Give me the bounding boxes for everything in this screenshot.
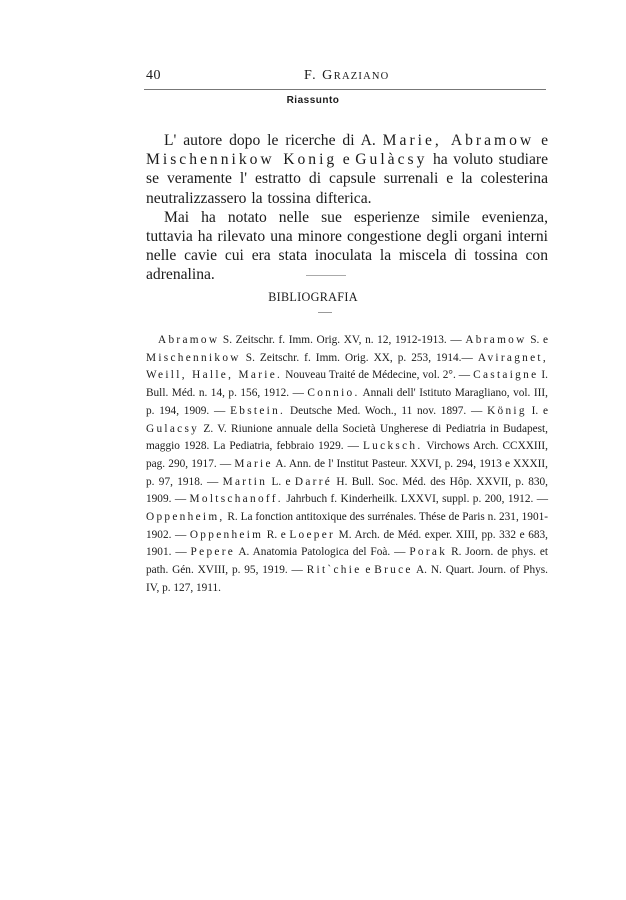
bibliography-paragraph	[146, 332, 548, 598]
summary-text: ha voluto studiare se veramente l' estratto di capsule surrenali e la colesterina neutralizzassero la tossina difterica.	[146, 151, 548, 207]
reference-text: A. Ann. de l' Institut Pasteur. XXVI, p. 294, 1913 e XXXII, p. 97, 1918. —	[146, 457, 548, 488]
reference-author: Porak	[409, 546, 448, 559]
author-name: Mischennikow Konig	[146, 151, 338, 169]
running-header	[304, 68, 389, 84]
reference-text: M. Arch. de Méd. exper. XIII, pp. 332 e 683, 1901. —	[146, 528, 548, 559]
header-rule	[144, 89, 546, 90]
reference-author: Abramow	[158, 334, 220, 346]
reference-author: Ebstein.	[230, 404, 286, 417]
reference-text: R. La fonction antitoxique des surrénales. Thése de Paris n. 231, 1901-1902. —	[146, 511, 548, 541]
reference-author: Loeper	[289, 528, 336, 541]
author-name: Gulàcsy	[355, 151, 428, 169]
reference-text: S. Zeitschr. f. Imm. Orig. XX, p. 253, 1914.—	[240, 351, 478, 364]
reference-author: Bruce	[374, 564, 413, 577]
reference-text: I. Bull. Méd. n. 14, p. 156, 1912. —	[146, 369, 549, 400]
reference-text: Z. V. Riunione annuale della Società Ungherese di Pediatria in Budapest, maggio 1928. La Pediatria, febbraio 1929. —	[146, 422, 548, 453]
reference-text: R. Joorn. de phys. et path. Gén. XVIII, p. 95, 1919. —	[146, 546, 548, 577]
reference-text: Jahrbuch f. Kinderheilk. LXXVI, suppl. p. 200, 1912. —	[282, 493, 548, 506]
reference-author: Marie	[234, 457, 273, 470]
reference-author: Martin	[222, 475, 268, 488]
summary-text: e	[534, 132, 549, 149]
reference-author: Abramow	[465, 334, 527, 346]
reference-author: Darré	[294, 475, 333, 488]
reference-text: S. Zeitschr. f. Imm. Orig. XV, n. 12, 1912-1913. —	[219, 334, 466, 346]
bibliography-title-rule	[318, 312, 332, 313]
reference-text: Nouveau Traité de Médecine, vol. 2°. —	[282, 369, 474, 382]
summary-paragraph-1	[146, 131, 548, 208]
reference-author: Connio.	[307, 387, 360, 400]
section-title: Riassunto	[286, 95, 340, 106]
bibliography	[146, 332, 548, 598]
summary	[146, 131, 548, 285]
reference-text: S. e	[526, 334, 549, 346]
reference-text: A. N. Quart. Journ. of Phys. IV, p. 127, 1911.	[146, 564, 548, 594]
reference-text: H. Bull. Soc. Méd. des Hôp. XXVII, p. 830, 1909. —	[146, 475, 548, 506]
page-number: 40	[146, 68, 161, 83]
summary-text: e	[337, 151, 356, 169]
reference-author: Moltschanoff.	[189, 493, 283, 506]
reference-author: Castaigne	[473, 369, 539, 382]
reference-text: A. Anatomia Patologica del Foà. —	[235, 546, 410, 559]
reference-author: Gulacsy	[146, 422, 200, 435]
reference-author: Rit`chie	[306, 564, 362, 577]
section-separator	[306, 275, 346, 276]
running-header-surname: RAZIANO	[333, 71, 390, 82]
summary-paragraph-2: Mai ha notato nelle sue esperienze simile evenienza, tuttavia ha rilevato una minore congestione degli organi interni nelle cavie cui era stata inoculata la miscela di tossina con adrenalina.	[146, 208, 548, 284]
running-header-initial: F. G	[304, 68, 334, 83]
reference-text: e	[361, 564, 375, 577]
reference-author: Mischennikow	[146, 351, 241, 364]
reference-author: König	[487, 404, 527, 417]
reference-author: Aviragnet, Weill, Halle, Marie.	[146, 351, 548, 382]
reference-text: L. e	[267, 475, 295, 488]
reference-text: I. e	[526, 404, 548, 417]
reference-author: Lucksch.	[362, 440, 423, 453]
summary-text: L' autore dopo le ricerche di A.	[164, 132, 376, 149]
reference-text: Virchows Arch. CCXXIII, pag. 290, 1917. —	[146, 440, 548, 470]
reference-text: R. e	[263, 528, 290, 541]
reference-text: Annali dell' Istituto Maragliano, vol. III, p. 194, 1909. —	[146, 387, 548, 417]
reference-author: Oppenheim,	[146, 511, 225, 524]
reference-author: Oppenheim	[189, 528, 264, 541]
reference-text: Deutsche Med. Woch., 11 nov. 1897. —	[285, 404, 488, 417]
reference-author: Pepere	[190, 546, 236, 559]
author-name: Marie, Abramow	[382, 132, 535, 149]
bibliography-title: BIBLIOGRAFIA	[268, 290, 358, 304]
